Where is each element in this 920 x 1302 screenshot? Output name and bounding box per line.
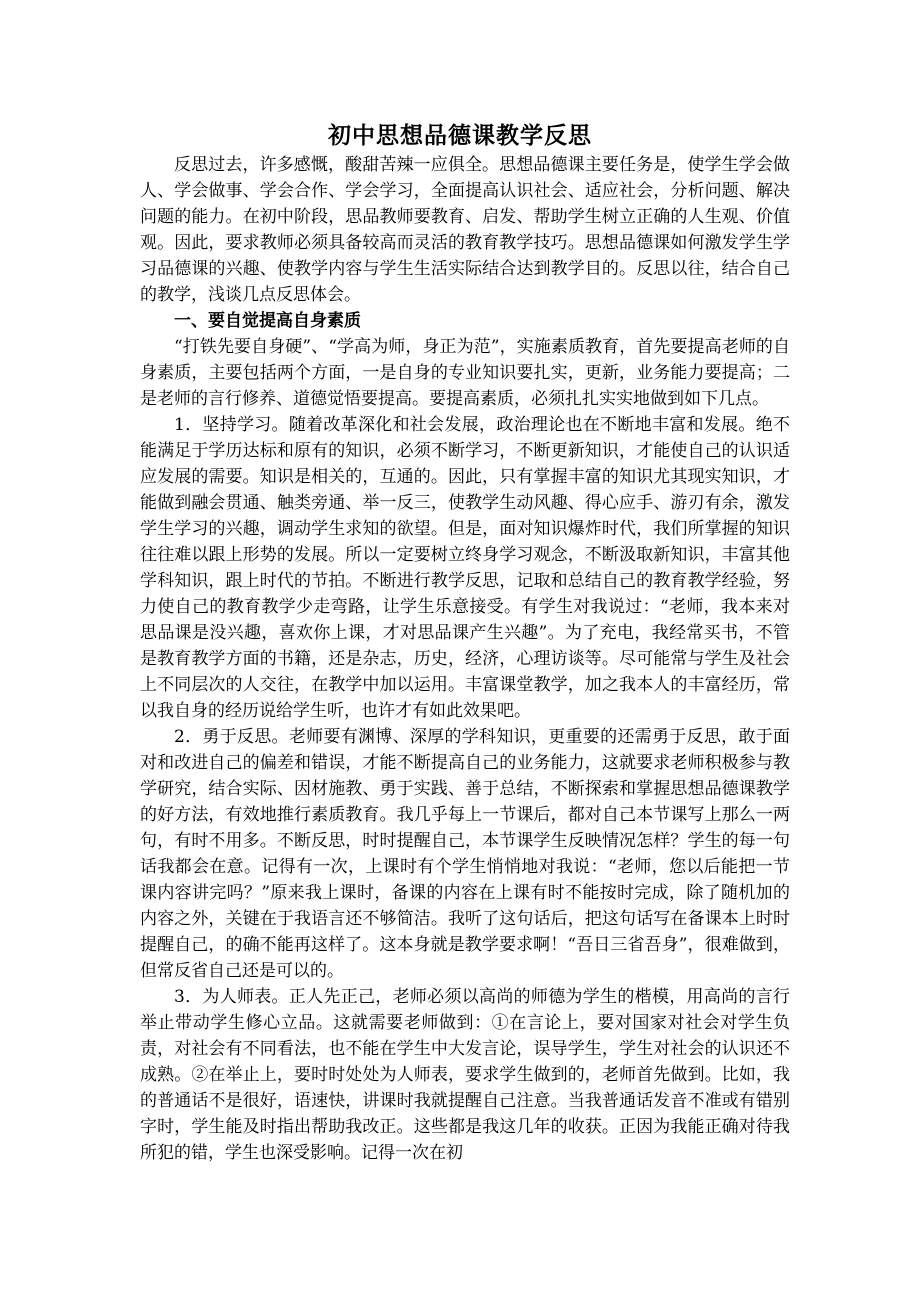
body-paragraph: 2．勇于反思。老师要有渊博、深厚的学科知识，更重要的还需勇于反思，敢于面对和改进自己的偏差和错误，才能不断提高自己的业务能力，这就要求老师积极参与教学研究，结合实际、因材施教、勇于实践、善于总结，不断探索和掌握思想品德课教学的好方法，有效地推行素质教育。我几乎每上一节课后，都对自己本节课写上那么一两句，有时不用多。不断反思，时时提醒自己，本节课学生反映情况怎样？学生的每一句话我都会在意。记得有一次，上课时有个学生悄悄地对我说：“老师，您以后能把一节课内容讲完吗？”原来我上课时，备课的内容在上课有时不能按时完成，除了随机加的内容之外，关键在于我语言还不够简洁。我听了这句话后，把这句话写在备课本上时时提醒自己，的确不能再这样了。这本身就是教学要求啊！“吾日三省吾身”，很难做到，但常反省自己还是可以的。 — [140, 727, 790, 981]
section-heading: 一、要自觉提高自身素质 — [174, 311, 361, 331]
document-body — [140, 152, 790, 1166]
intro-paragraph: 反思过去，许多感慨，酸甜苦辣一应俱全。思想品德课主要任务是，使学生学会做人、学会做事、学会合作、学会学习，全面提高认识社会、适应社会，分析问题、解决问题的能力。在初中阶段，思品教师要教育、启发、帮助学生树立正确的人生观、价值观。因此，要求教师必须具备较高而灵活的教育教学技巧。思想品德课如何激发学生学习品德课的兴趣、使教学内容与学生生活实际结合达到教学目的。反思以往，结合自己的教学，浅谈几点反思体会。 — [140, 155, 790, 305]
document-title: 初中思想品德课教学反思 — [328, 122, 592, 149]
body-paragraph: “打铁先要自身硬”、“学高为师，身正为范”，实施素质教育，首先要提高老师的自身素质，主要包括两个方面，一是自身的专业知识要扎实，更新，业务能力要提高；二是老师的言行修养、道德觉悟要提高。要提高素质，必须扎扎实实地做到如下几点。 — [140, 337, 790, 409]
body-paragraph: 1．坚持学习。随着改革深化和社会发展，政治理论也在不断地丰富和发展。绝不能满足于学历达标和原有的知识，必须不断学习，不断更新知识，才能使自己的认识适应发展的需要。知识是相关的，互通的。因此，只有掌握丰富的知识尤其现实知识，才能做到融会贯通、触类旁通、举一反三，使教学生动风趣、得心应手、游刃有余，激发学生学习的兴趣，调动学生求知的欲望。但是，面对知识爆炸时代，我们所掌握的知识往往难以跟上形势的发展。所以一定要树立终身学习观念，不断汲取新知识，丰富其他学科知识，跟上时代的节拍。不断进行教学反思，记取和总结自己的教育教学经验，努力使自己的教育教学少走弯路，让学生乐意接受。有学生对我说过：“老师，我本来对思品课是没兴趣，喜欢你上课，才对思品课产生兴趣”。为了充电，我经常买书，不管是教育教学方面的书籍，还是杂志，历史，经济，心理访谈等。尽可能常与学生及社会上不同层次的人交往，在教学中加以运用。丰富课堂教学，加之我本人的丰富经历，常以我自身的经历说给学生听，也许才有如此效果吧。 — [140, 415, 790, 721]
body-paragraph: 3．为人师表。正人先正己，老师必须以高尚的师德为学生的楷模，用高尚的言行举止带动学生修心立品。这就需要老师做到：①在言论上，要对国家对社会对学生负责，对社会有不同看法，也不能在学生中大发言论，误导学生，学生对社会的认识还不成熟。②在举止上，要时时处处为人师表，要求学生做到的，老师首先做到。比如，我的普通话不是很好，语速快，讲课时我就提醒自己注意。当我普通话发音不准或有错别字时，学生能及时指出帮助我改正。这些都是我这几年的收获。正因为我能正确对待我所犯的错，学生也深受影响。记得一次在初 — [140, 987, 790, 1163]
